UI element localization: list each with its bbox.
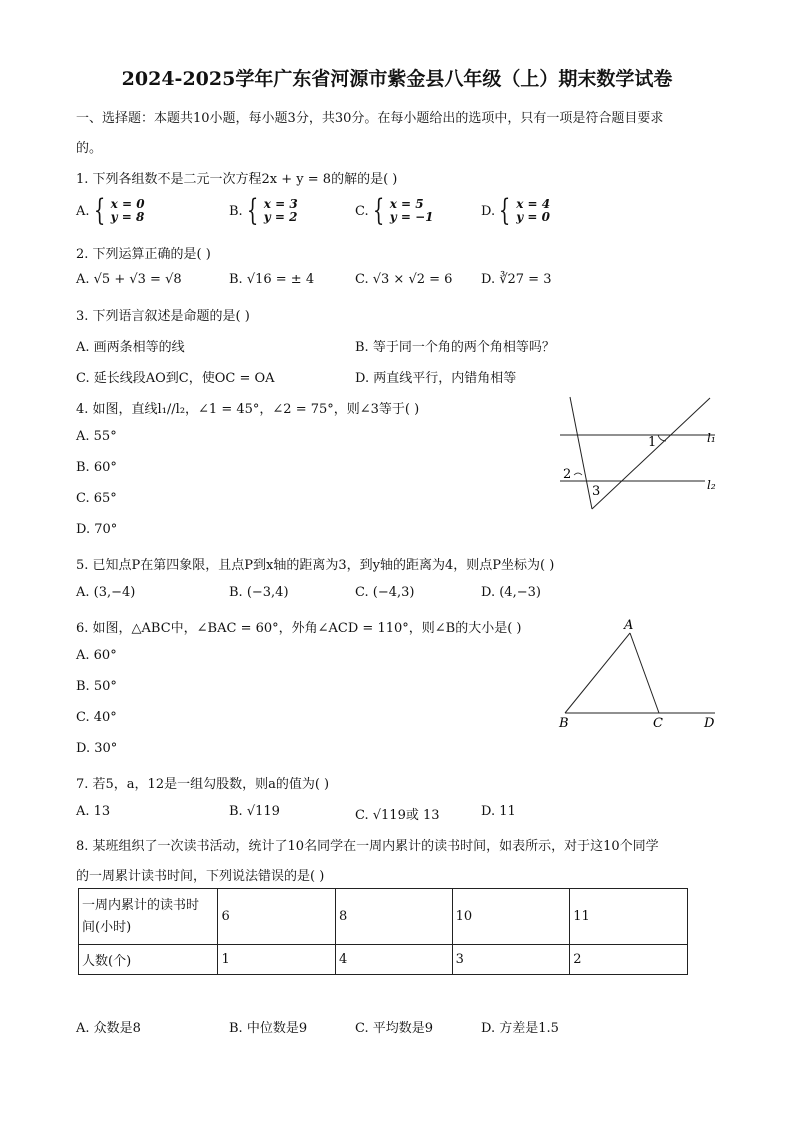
q7-option-c[interactable]: C. √119或 13 (355, 808, 440, 823)
vertex-c-label: C (653, 716, 663, 731)
section-heading-line1: 一、选择题：本题共10小题，每小题3分，共30分。在每小题给出的选项中，只有一项是符合题目要求 (76, 111, 664, 126)
question-3-stem: 3. 下列语言叙述是命题的是( ) (76, 309, 250, 324)
q1-option-d-label: D. (481, 203, 496, 219)
q1-option-c-label: C. (355, 203, 369, 219)
q6-option-a[interactable]: A. 60° (76, 648, 117, 663)
q8-option-a[interactable]: A. 众数是8 (76, 1021, 141, 1036)
angle-2-arc (574, 473, 582, 475)
page-title: 2024-2025学年广东省河源市紫金县八年级（上）期末数学试卷 (121, 68, 673, 90)
q6-triangle-figure (555, 615, 725, 733)
q3-option-b[interactable]: B. 等于同一个角的两个角相等吗？ (355, 340, 555, 355)
reading-time-table (78, 888, 688, 975)
q3-option-d[interactable]: D. 两直线平行，内错角相等 (355, 371, 517, 386)
table-cell: 8 (336, 889, 453, 945)
q2-option-b[interactable]: B. √16 = ± 4 (229, 272, 315, 287)
angle-3-label: 3 (592, 484, 601, 499)
q2-option-a[interactable]: A. √5 + √3 = √8 (76, 272, 182, 287)
transversal-right (592, 398, 710, 509)
q8-option-b[interactable]: B. 中位数是9 (229, 1021, 308, 1036)
q1-option-b-label: B. (229, 203, 243, 219)
q4-option-d[interactable]: D. 70° (76, 522, 118, 537)
q1-option-c[interactable] (355, 193, 434, 228)
vertex-b-label: B (559, 716, 569, 731)
table-cell: 1 (218, 945, 336, 975)
q1-option-a[interactable] (76, 193, 145, 228)
q1-option-b[interactable] (229, 193, 298, 228)
q2-option-c[interactable]: C. √3 × √2 = 6 (355, 272, 453, 287)
question-4-stem: 4. 如图，直线l₁//l₂，∠1 = 45°，∠2 = 75°，则∠3等于( ) (76, 402, 420, 417)
line-l2-label: l₂ (707, 478, 716, 492)
table-cell: 10 (452, 889, 570, 945)
table-header-hours (79, 889, 218, 945)
vertex-a-label: A (624, 618, 634, 633)
q4-option-a[interactable]: A. 55° (76, 429, 117, 444)
question-7-stem: 7. 若5，a，12是一组勾股数，则a的值为( ) (76, 777, 330, 792)
header-hours-line2: 间(小时) (82, 919, 132, 935)
q1-a-row2: y = 8 (110, 210, 145, 224)
q4-parallel-lines-figure (550, 395, 725, 515)
question-5-stem: 5. 已知点P在第四象限，且点P到x轴的距离为3，到y轴的距离为4，则点P坐标为( ) (76, 558, 555, 573)
q8-option-c[interactable]: C. 平均数是9 (355, 1021, 434, 1036)
q6-option-d[interactable]: D. 30° (76, 741, 118, 756)
question-1-stem: 1. 下列各组数不是二元一次方程2x + y = 8的解的是( ) (76, 172, 398, 187)
q1-d-row1: x = 4 (516, 197, 551, 211)
table-row (79, 945, 688, 975)
question-2-stem: 2. 下列运算正确的是( ) (76, 247, 211, 262)
brace-icon: { (372, 193, 384, 228)
q7-option-d[interactable]: D. 11 (481, 804, 516, 819)
q2-option-d[interactable]: D. ∛27 = 3 (481, 272, 552, 287)
brace-icon: { (498, 193, 511, 228)
question-8-stem-line2: 的一周累计读书时间，下列说法错误的是( ) (76, 869, 325, 884)
table-cell: 11 (570, 889, 688, 945)
q8-option-d[interactable]: D. 方差是1.5 (481, 1021, 559, 1036)
line-l1-label: l₁ (707, 431, 716, 445)
q1-b-row1: x = 3 (263, 197, 298, 211)
q7-option-b[interactable]: B. √119 (229, 804, 280, 819)
question-6-stem: 6. 如图，△ABC中，∠BAC = 60°，外角∠ACD = 110°，则∠B的大小是( ) (76, 621, 522, 636)
q1-option-d-system (516, 198, 550, 224)
q1-a-row1: x = 0 (110, 197, 145, 211)
q1-c-row2: y = −1 (389, 210, 434, 224)
q1-c-row1: x = 5 (389, 197, 424, 211)
q1-option-b-system (264, 198, 298, 224)
header-hours-line1: 一周内累计的读书时 (82, 897, 200, 913)
q1-d-row2: y = 0 (516, 210, 550, 224)
q5-option-c[interactable]: C. (−4,3) (355, 585, 415, 600)
q1-b-row2: y = 2 (263, 210, 298, 224)
q1-option-a-label: A. (76, 203, 90, 219)
side-ac (630, 633, 659, 713)
q4-option-b[interactable]: B. 60° (76, 460, 117, 475)
table-cell: 2 (570, 945, 688, 975)
brace-icon: { (246, 193, 258, 228)
q3-option-a[interactable]: A. 画两条相等的线 (76, 340, 185, 355)
angle-1-label: 1 (648, 435, 657, 450)
q5-option-d[interactable]: D. (4,−3) (481, 585, 541, 600)
q1-option-a-system (111, 198, 145, 224)
q5-option-a[interactable]: A. (3,−4) (76, 585, 136, 600)
table-row (79, 889, 688, 945)
table-cell: 3 (452, 945, 570, 975)
q5-option-b[interactable]: B. (−3,4) (229, 585, 289, 600)
table-cell: 4 (336, 945, 453, 975)
q1-option-c-system (390, 198, 434, 224)
section-heading-line2: 的。 (76, 141, 103, 156)
q1-option-d[interactable] (481, 193, 551, 228)
q6-option-b[interactable]: B. 50° (76, 679, 117, 694)
table-cell: 6 (218, 889, 336, 945)
q7-option-a[interactable]: A. 13 (76, 804, 111, 819)
q6-option-c[interactable]: C. 40° (76, 710, 117, 725)
table-header-count: 人数(个) (79, 945, 218, 975)
brace-icon: { (93, 193, 105, 228)
vertex-d-label: D (704, 716, 715, 731)
transversal-left (570, 397, 592, 509)
q3-option-c[interactable]: C. 延长线段AO到C，使OC = OA (76, 371, 275, 386)
angle-2-label: 2 (563, 467, 572, 482)
side-ab (565, 633, 630, 713)
q4-option-c[interactable]: C. 65° (76, 491, 117, 506)
question-8-stem-line1: 8. 某班组织了一次读书活动，统计了10名同学在一周内累计的读书时间，如表所示，对于这10个同学 (76, 839, 659, 854)
